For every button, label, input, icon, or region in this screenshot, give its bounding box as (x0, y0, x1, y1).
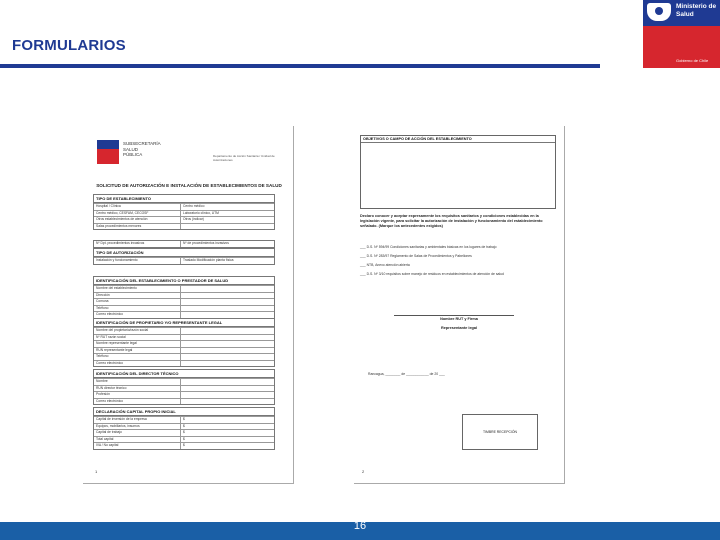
form-row (94, 429, 274, 436)
form-row (94, 327, 274, 334)
form-row (94, 423, 274, 430)
form-row (94, 442, 274, 449)
form-row (94, 216, 274, 223)
signature-role-label: Representante legal (440, 326, 478, 330)
form-field-label: Dirección (94, 293, 181, 299)
form-field-label: Correo electrónico (94, 361, 181, 367)
form-field-label: Nombre (94, 379, 181, 385)
form-field-label: RUN representante legal (94, 348, 181, 354)
form-field-value[interactable]: Nº de procedimientos invasivos (183, 241, 229, 245)
form-field-label: Equipos, mobiliarios, insumos (94, 424, 181, 430)
doc-department-text: Departamento de Acción Sanitaria / Unidad de Autorizaciones (213, 154, 275, 162)
form-field-value[interactable]: Traslado Modificación planta física (183, 258, 234, 262)
form-field-label: Teléfono (94, 354, 181, 360)
form-section-header: IDENTIFICACIÓN DE PROPIETARIO Y/O REPRESENTANTE LEGAL (94, 319, 274, 327)
form-section-header: IDENTIFICACIÓN DEL ESTABLECIMIENTO O PRESTADOR DE SALUD (94, 277, 274, 285)
form-page-2 (354, 126, 565, 484)
signature-name-label: Nombre RUT y Firma (440, 317, 478, 321)
form-row (94, 416, 274, 423)
logo-line2: Salud (676, 11, 694, 18)
crest-icon (647, 3, 671, 21)
form-field-value[interactable]: $ (183, 417, 185, 421)
reception-stamp-box (462, 414, 538, 450)
form-field-value[interactable]: Centro médico (183, 204, 205, 208)
form-field-label: Centro médico, CESFAM, CECOSF (94, 211, 181, 217)
title-underline (0, 64, 600, 68)
objectives-box (360, 135, 556, 209)
form-field-value[interactable] (181, 386, 274, 392)
form-field-label: Comuna (94, 299, 181, 305)
form-row (94, 334, 274, 341)
form-field-value[interactable]: Otros (indicar) (183, 217, 204, 221)
stamp-label: TIMBRE RECEPCIÓN (483, 430, 517, 434)
form-row (94, 391, 274, 398)
form-field-value[interactable] (181, 399, 274, 405)
logo-text (676, 3, 716, 19)
logo-line1: Ministerio de (676, 3, 717, 10)
checklist-item: ___ D.S. Nº 3/10 requisitos sobre manejo de residuos en establecimientos de atención de salud (360, 272, 504, 276)
form-field-label: Total capital (94, 437, 181, 443)
form-row (94, 378, 274, 385)
page-footer-number: 1 (95, 469, 98, 474)
declaration-text: Declaro conocer y aceptar expresamente los requisitos sanitarios y condiciones establecidas en la legislación vigente, para solicitar la autorización de instalación y funcionamiento del establecimiento señalado. (Marque los antecedentes exigidos) (360, 214, 543, 228)
form-field-label: Nº Dpt. procedimientos invasivos (94, 241, 181, 247)
form-field-value[interactable] (181, 361, 274, 367)
form-row (94, 285, 274, 292)
doc-crest-text: SUBSECRETARÍA SALUD PÚBLICA (123, 141, 161, 157)
form-row (94, 223, 274, 230)
form-page-1 (83, 126, 294, 484)
page-footer-number: 2 (362, 469, 365, 474)
slide-page-number: 16 (353, 520, 367, 532)
form-row (94, 385, 274, 392)
form-field-value[interactable] (181, 293, 274, 299)
form-row (94, 353, 274, 360)
slide-title: FORMULARIOS (12, 37, 126, 54)
form-section-header: TIPO DE ESTABLECIMIENTO (94, 195, 274, 203)
form-field-label: Salas procedimientos menores (94, 224, 181, 230)
doc-crest-icon (97, 140, 119, 164)
form-row (94, 436, 274, 443)
form-row (94, 257, 274, 264)
form-field-label: Correo electrónico (94, 399, 181, 405)
form-field-label: RUN director técnico (94, 386, 181, 392)
form-field-value[interactable] (181, 379, 274, 385)
form-field-label: Teléfono (94, 306, 181, 312)
checklist-item: ___ NTB, Anexo atención abierta (360, 263, 410, 267)
form-section (93, 194, 275, 230)
form-field-value[interactable] (181, 286, 274, 292)
form-section-header: DECLARACIÓN CAPITAL PROPIO INICIAL (94, 408, 274, 416)
form-section (93, 407, 275, 450)
form-field-value[interactable] (181, 328, 274, 334)
form-row (94, 298, 274, 305)
form-row (94, 305, 274, 312)
form-field-value[interactable] (181, 312, 274, 318)
form-field-value[interactable] (181, 224, 274, 230)
form-field-label: Correo electrónico (94, 312, 181, 318)
form-row (94, 340, 274, 347)
form-row (94, 360, 274, 367)
form-field-value[interactable]: $ (183, 443, 185, 447)
form-field-label: Capital de inversión de la empresa (94, 417, 181, 423)
form-field-label: Capital de trabajo (94, 430, 181, 436)
form-row (94, 311, 274, 318)
form-field-value[interactable] (181, 348, 274, 354)
checklist-item: ___ D.S. Nº 283/97 Reglamento de Salas de Procedimientos y Pabellones (360, 254, 472, 258)
form-field-label: Nombre del establecimiento (94, 286, 181, 292)
form-field-label: Hospital / Clínica (94, 204, 181, 210)
form-row (94, 210, 274, 217)
form-field-value[interactable]: Laboratorio clínico, UTM (183, 210, 219, 215)
form-row (94, 241, 274, 247)
objectives-header: OBJETIVOS O CAMPO DE ACCIÓN DEL ESTABLECIMIENTO (361, 136, 555, 143)
form-field-label: Profesión (94, 392, 181, 398)
form-field-value[interactable]: $ (183, 430, 185, 434)
form-field-value[interactable] (181, 306, 274, 312)
form-row (94, 398, 274, 405)
form-section (93, 369, 275, 405)
form-section (93, 276, 275, 319)
ministry-logo (643, 0, 720, 68)
form-field-value[interactable] (181, 354, 274, 360)
form-field-value[interactable] (181, 335, 274, 341)
form-field-value[interactable]: $ (183, 423, 185, 428)
form-section (93, 248, 275, 265)
form-field-label: Instalación y funcionamiento (94, 258, 181, 264)
form-field-label: Nombre representante legal (94, 341, 181, 347)
logo-subtitle: Gobierno de Chile (676, 58, 709, 63)
form-section (93, 240, 275, 248)
form-field-label: IVA / No capital (94, 443, 181, 449)
form-section-header: TIPO DE AUTORIZACIÓN (94, 249, 274, 257)
form-field-label: Otros establecimientos de atención (94, 217, 181, 223)
form-field-value[interactable] (181, 392, 274, 398)
form-field-label: Nombre del propietario/razón social (94, 328, 181, 334)
form-field-value[interactable]: $ (183, 436, 185, 441)
place-date-line: Rancagua, ________ de ____________ de 20 ___ (368, 372, 445, 376)
form-field-label: Nº RUT razón social (94, 335, 181, 341)
form-row (94, 203, 274, 210)
form-section-header: IDENTIFICACIÓN DEL DIRECTOR TÉCNICO (94, 370, 274, 378)
form-field-value[interactable] (181, 299, 274, 305)
signature-line (394, 315, 514, 316)
checklist-item: ___ D.S. Nº 594/99 Condiciones sanitarias y ambientales básicas en los lugares de trabajo (360, 245, 497, 249)
form-field-value[interactable] (181, 341, 274, 347)
doc-heading: SOLICITUD DE AUTORIZACIÓN E INSTALACIÓN DE ESTABLECIMIENTOS DE SALUD (96, 183, 282, 188)
form-section (93, 318, 275, 367)
form-row (94, 292, 274, 299)
form-row (94, 347, 274, 354)
